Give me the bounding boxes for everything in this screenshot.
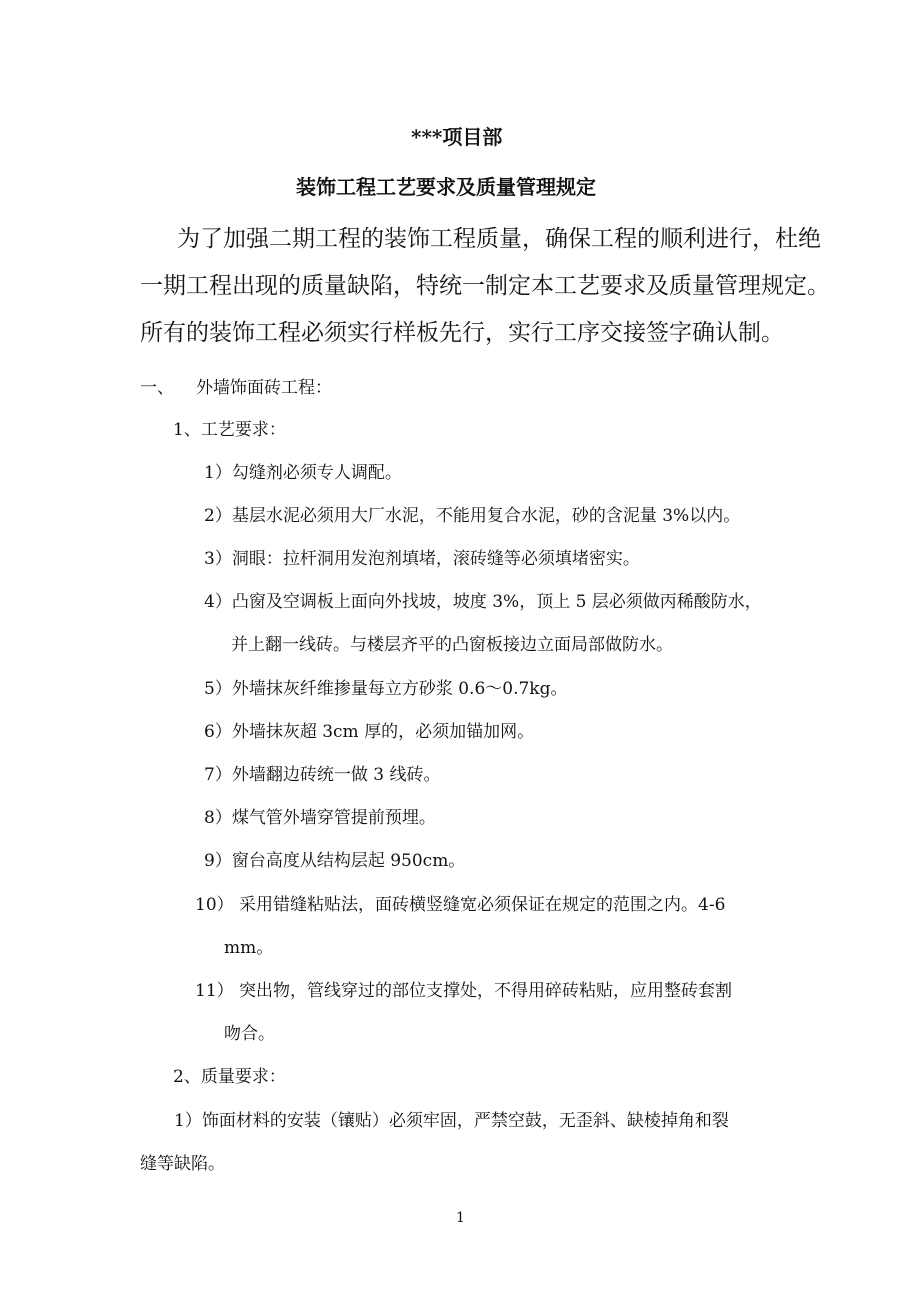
list-item: 3）洞眼：拉杆洞用发泡剂填堵，滚砖缝等必须填堵密实。 [204,549,640,569]
list-item: 6）外墙抹灰超 3cm 厚的，必须加锚加网。 [204,722,535,742]
doc-title-project: ***项目部 [411,125,503,149]
intro-line-1: 为了加强二期工程的装饰工程质量，确保工程的顺利进行，杜绝 [177,226,821,252]
list-item: 10） 采用错缝粘贴法，面砖横竖缝宽必须保证在规定的范围之内。4-6 [195,895,726,915]
section-1-number: 一、 [140,378,174,398]
intro-line-3: 所有的装饰工程必须实行样板先行，实行工序交接签字确认制。 [140,320,784,346]
list-item-continuation: 并上翻一线砖。与楼层齐平的凸窗板接边立面局部做防水。 [231,635,673,655]
list-item-continuation: 吻合。 [224,1024,275,1044]
list-item: 2）基层水泥必须用大厂水泥，不能用复合水泥，砂的含泥量 3%以内。 [204,506,741,526]
list-item: 4）凸窗及空调板上面向外找坡，坡度 3%，顶上 5 层必须做丙稀酸防水， [204,592,762,612]
section-1-heading: 外墙饰面砖工程： [196,378,332,398]
list-item: 1）饰面材料的安装（镶贴）必须牢固，严禁空鼓，无歪斜、缺棱掉角和裂 [174,1111,729,1131]
list-item: 1）勾缝剂必须专人调配。 [204,463,402,483]
subsection-2-heading: 2、质量要求： [173,1067,286,1087]
list-item-continuation: 缝等缺陷。 [140,1154,225,1174]
list-item: 8）煤气管外墙穿管提前预埋。 [204,808,436,828]
subsection-1-heading: 1、工艺要求： [173,420,286,440]
intro-line-2: 一期工程出现的质量缺陷，特统一制定本工艺要求及质量管理规定。 [140,273,830,299]
list-item: 5）外墙抹灰纤维掺量每立方砂浆 0.6～0.7kg。 [204,679,568,699]
page-number: 1 [456,1210,465,1226]
list-item: 7）外墙翻边砖统一做 3 线砖。 [204,765,441,785]
list-item: 11） 突出物，管线穿过的部位支撑处，不得用碎砖粘贴，应用整砖套割 [195,981,733,1001]
doc-title-main: 装饰工程工艺要求及质量管理规定 [296,175,596,199]
list-item: 9）窗台高度从结构层起 950cm。 [204,851,466,871]
list-item-continuation: mm。 [224,938,274,958]
